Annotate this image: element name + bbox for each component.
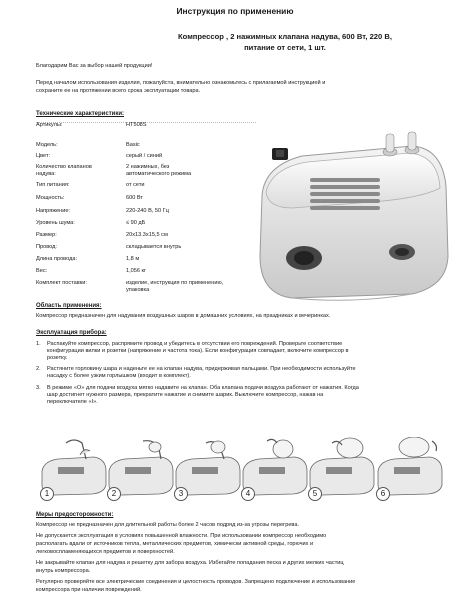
safety-line-8: компрессора при наличии повреждений. [36,587,142,593]
thanks-text: Благодарим Вас за выбор нашей продукции! [36,63,153,69]
intro-line-2: сохраните ее на протяжении всего срока эксплуатации товара. [36,88,201,94]
spec-label: Вес: [36,268,48,274]
product-title-line-2: питание от сети, 1 шт. [244,43,326,52]
spec-value: 1,8 м [126,256,140,262]
step-number: 4 [241,487,255,501]
step-number: 6 [376,487,390,501]
step-panel [304,437,378,500]
spec-label: Длина провода: [36,256,78,262]
step-panel [237,437,311,500]
spec-label: Уровень шума: [36,220,75,226]
instruction-page: Инструкция по применению Компрессор , 2 нажимных клапана надува, 600 Вт, 220 В, питание от сети, 1 шт. Благодарим Вас за выбор нашей продукции! Перед началом использования изделия, пожалуйста, внимательно ознакомьтесь с прилагаемой инструкцией и сохраните ее на протяжении всего срока эксплуатации товара. Технические характеристики: Артикулы: HT508S Модель: Basic Цвет: серый / синий Количество клапанов 2 нажимных, без надува: автоматического режима Тип питания: от сети Мощность: 600 Вт Напряжение: 220-240 В, 50 Гц Уровень шума: ≤ 90 дБ Размер: 20х13.3х15,5 см Провод: складывается внутрь Длина провода: 1,8 м Вес: 1,056 кг Комплект поставки: изделие, инструкция по применению, упаковка Область применения: Компрессор предназначен для надувания воздушных шаров в домашних условиях, на праздниках и вечеринках. Эксплуатация прибора: 1. Распакуйте компрессор, распрямите провод и убедитесь в отсутствии его повреждений. Проверьте соответствие конфигурации вилки и розетки (напряжение и частота тока). Если конфигурация совпадает, включите компрессор в розетку. 2. Растяните горловину шара и наденьте ее на клапан надува, придерживая пальцами. При необходимости используйте насадку с более узким горлышком (входит в комплект). 3. В режиме «O» для подачи воздуха мягко надавите на клапан. Оба клапана подачи воздуха работают от нажатия. Когда шар достигнет нужного размера, прекратите нажатие и снимите шарик. Выключите компрессор, нажав на переключателе «I». 1 2 3 4 5 6 Меры предосторожности: Компрессор не предназначен для длительной работы более 2 часов подряд из-за угрозы перегрева. Не допускается эксплуатация в условиях повышенной влажности. При использовании компрессор необходимо располагать вдали от источников тепла, металлических предметов, химически активной среды, горючих и легковоспламеняющихся предметов и поверхностей. Не закрывайте клапан для надува и решетку для забора воздуха. Избегайте попадания песка и других мелких частиц внутрь компрессора. Регулярно проверяйте все электрические соединения и целостность проводов. Запрещено подключение и использование компрессора при наличии повреждений. [0,0,470,610]
spec-value: HT508S [126,122,147,128]
spec-value: Basic [126,142,140,148]
spec-value: серый / синий [126,153,163,159]
compressor-image [252,126,452,308]
spec-value: 220-240 В, 50 Гц [126,208,169,214]
steps-illustration [36,437,446,500]
step-number: 2 [107,487,121,501]
safety-line-1: Компрессор не предназначен для длительной работы более 2 часов подряд из-за угрозы перегрева. [36,522,299,528]
step-number: 5 [308,487,322,501]
step-number: 1 [40,487,54,501]
step-panel [372,437,446,500]
step-number: 3 [174,487,188,501]
spec-label: Размер: [36,232,57,238]
operation-heading: Эксплуатация прибора: [36,330,107,336]
intro-line-1: Перед началом использования изделия, пожалуйста, внимательно ознакомьтесь с прилагаемой инструкцией и [36,80,326,86]
safety-line-6: внутрь компрессора. [36,568,91,574]
safety-line-2: Не допускается эксплуатация в условиях повышенной влажности. При использовании компрессор необходимо [36,533,327,539]
spec-value: 600 Вт [126,195,143,201]
spec-label: Модель: [36,142,58,148]
spec-label: Напряжение: [36,208,70,214]
spec-label: Количество клапанов [36,164,92,170]
safety-line-4: легковоспламеняющихся предметов и поверхностей. [36,549,175,555]
spec-value: 2 нажимных, без [126,164,170,170]
spec-value-cont: автоматического режима [126,171,192,177]
spec-value: ≤ 90 дБ [126,220,146,226]
step-panel [103,437,177,500]
spec-label-cont: надува: [36,171,56,177]
step-panel [170,437,244,500]
spec-value-cont: упаковка [126,287,150,293]
step-panel [36,437,110,500]
safety-heading: Меры предосторожности: [36,512,114,518]
spec-value: от сети [126,182,145,188]
specs-heading: Технические характеристики: [36,111,125,117]
spec-label: Мощность: [36,195,65,201]
spec-label: Провод: [36,244,57,250]
usage-heading: Область применения: [36,303,102,309]
spec-label: Тип питания: [36,182,70,188]
usage-text: Компрессор предназначен для надувания воздушных шаров в домашних условиях, на праздниках и вечеринках. [36,313,331,319]
spec-label: Артикулы: [36,122,63,128]
spec-value: 20х13.3х15,5 см [126,232,168,238]
spec-value: складывается внутрь [126,244,182,250]
safety-line-7: Регулярно проверяйте все электрические соединения и целостность проводов. Запрещено подключение и использование [36,579,356,585]
document-title: Инструкция по применению [176,6,294,16]
safety-line-3: располагать вдали от источников тепла, металлических предметов, химически активной среды, горючих и [36,541,314,547]
product-title-line-1: Компрессор , 2 нажимных клапана надува, 600 Вт, 220 В, [178,32,392,41]
product-title [140,31,430,53]
spec-value: 1,056 кг [126,268,147,274]
spec-row [36,122,256,128]
safety-line-5: Не закрывайте клапан для надува и решетку для забора воздуха. Избегайте попадания песка и других мелких частиц [36,560,344,566]
spec-label: Цвет: [36,153,51,159]
spec-value: изделие, инструкция по применению, [126,280,224,286]
spec-label: Комплект поставки: [36,280,87,286]
